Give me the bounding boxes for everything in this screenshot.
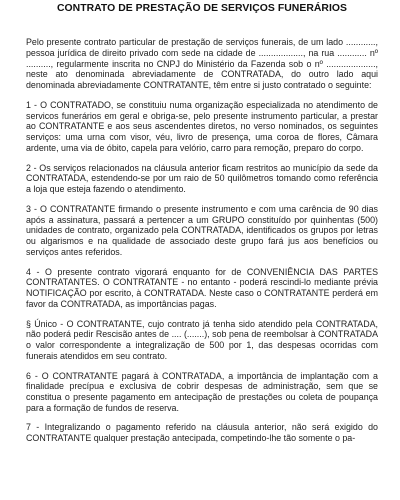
- clause-4-paragraph: 4 - O presente contrato vigorará enquanto for de CONVENIÊNCIA DAS PARTES CONTRATANTES. O CONTRATANTE - no entanto - poderá rescindi-lo mediante prévia NOTIFICAÇÃO por escrito, à CONTRATADA. Neste caso o CONTRATANTE perderá em favor da CONTRATADA, as importâncias pagas.: [26, 266, 378, 309]
- clause-6-paragraph: 6 - O CONTRATANTE pagará à CONTRATADA, a importância de implantação com a finalidade precípua e exclusiva de cobrir despesas de administração, sem que se constitua o presente pagamento em antecipação de prestações ou coleta de poupança para a formação de fundos de reserva.: [26, 370, 378, 413]
- intro-paragraph: Pelo presente contrato particular de prestação de serviços funerais, de um lado ............, pessoa jurídica de direito privado com sede na cidade de .................., na rua ............ nº .........., regularmente inscrita no CNPJ do Ministério da Fazenda sob o nº ...................., neste ato denominada abreviadamente de CONTRATADA, do outro lado aqui denominada abreviadamente CONTRATANTE, têm entre si justo contratado o seguinte:: [26, 37, 378, 91]
- clause-1-paragraph: 1 - O CONTRATADO, se constituiu numa organização especializada no atendimento de servicos funerários em geral e obriga-se, pelo presente instrumento particular, a prestar ao CONTRATANTE e aos seus ascendentes diretos, no verso nominados, os seguintes serviços: uma urna com visor, véu, livro de presença, uma coroa de flores, Câmara ardente, uma via de óbito, capela para velório, carro para remoção, preparo do corpo.: [26, 99, 378, 153]
- sole-paragraph: § Único - O CONTRATANTE, cujo contrato já tenha sido atendido pela CONTRATADA, não poderá pedir Rescisão antes de .... (.......), sob pena de reembolsar à CONTRATADA o valor correspondente a integralização de 500 por 1, das despesas ocorridas com funerais atendidos em seu contrato.: [26, 318, 378, 361]
- clause-2-paragraph: 2 - Os serviços relacionados na cláusula anterior ficam restritos ao município da sede da CONTRATADA, estendendo-se por um raio de 50 quilômetros tomando como referência a loja que esteja fazendo o atendimento.: [26, 162, 378, 195]
- document-title: CONTRATO DE PRESTAÇÃO DE SERVIÇOS FUNERÁRIOS: [56, 3, 348, 14]
- clause-3-paragraph: 3 - O CONTRATANTE firmando o presente instrumento e com uma carência de 90 dias após a assinatura, passará a pertencer a um GRUPO constituído por quinhentas (500) unidades de contrato, organizado pela CONTRATADA, identificados os grupos por letras ou algarismos e na qualidade de associado deste grupo fará jus aos benefícios ou serviços antes referidos.: [26, 203, 378, 257]
- clause-7-paragraph: 7 - Integralizando o pagamento referido na cláusula anterior, não será exigido do CONTRATANTE qualquer prestação antecipada, competindo-lhe tão somente o pa-: [26, 422, 378, 444]
